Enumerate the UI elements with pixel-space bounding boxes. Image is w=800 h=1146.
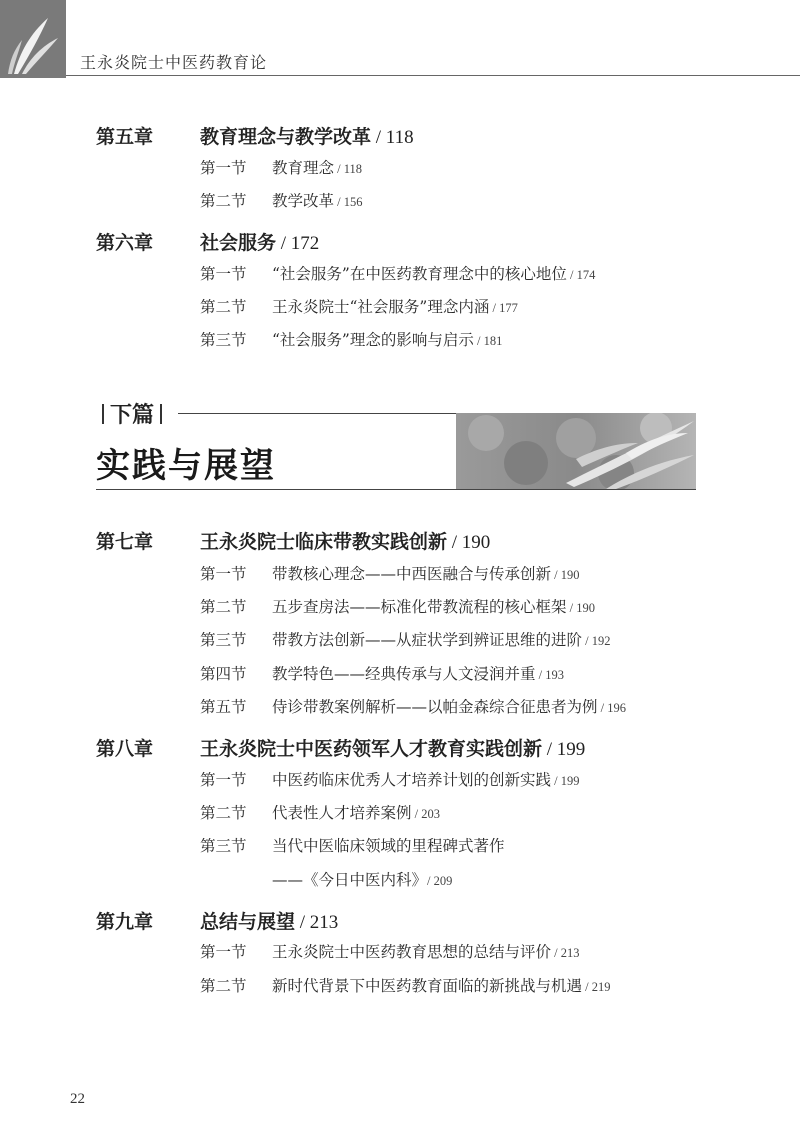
section-label: 第一节 — [200, 943, 247, 961]
chapter-page: / 118 — [371, 127, 414, 148]
section-label: 第二节 — [200, 977, 247, 995]
section-title: 带教方法创新——从症状学到辨证思维的进阶 — [272, 631, 583, 649]
section-label: 第三节 — [200, 331, 247, 349]
toc-section[interactable] — [200, 189, 363, 211]
section-title: 侍诊带教案例解析——以帕金森综合征患者为例 — [272, 698, 598, 716]
part-rule-bottom — [96, 489, 696, 490]
section-page: / 174 — [566, 268, 596, 282]
section-page: / 118 — [334, 162, 363, 176]
chapter-label: 第五章 — [96, 126, 154, 148]
section-page: / 219 — [582, 980, 611, 994]
toc-chapter-6[interactable] — [96, 228, 319, 255]
toc-section[interactable] — [200, 662, 564, 684]
section-title: “社会服务”理念的影响与启示 — [272, 331, 474, 349]
section-title: 王永炎院士中医药教育思想的总结与评价 — [272, 943, 552, 961]
section-label: 第一节 — [200, 565, 247, 583]
toc-section[interactable] — [200, 262, 595, 284]
section-label: 第三节 — [200, 631, 247, 649]
chapter-page: / 199 — [542, 739, 586, 760]
chapter-page: / 190 — [447, 532, 491, 553]
part-title: 实践与展望 — [96, 446, 276, 486]
section-label: 第五节 — [200, 698, 247, 716]
toc-section[interactable] — [200, 628, 611, 650]
chapter-title: 总结与展望 — [200, 911, 296, 933]
toc-chapter-9[interactable] — [96, 907, 338, 934]
part-bar-right — [160, 404, 162, 424]
section-title: 代表性人才培养案例 — [272, 804, 412, 822]
toc-section[interactable] — [200, 562, 580, 584]
toc-section[interactable] — [200, 295, 518, 317]
section-page: / 213 — [551, 946, 580, 960]
section-label: 第二节 — [200, 192, 247, 210]
chapter-label: 第六章 — [96, 232, 154, 254]
chapter-page: / 172 — [276, 233, 320, 254]
section-label: 第三节 — [200, 837, 247, 855]
section-page: / 199 — [551, 774, 580, 788]
section-page: / 203 — [411, 807, 440, 821]
continuation-page: / 209 — [427, 874, 453, 888]
section-label: 第一节 — [200, 265, 247, 283]
part-label — [96, 398, 168, 429]
section-page: / 181 — [473, 334, 503, 348]
toc-section[interactable] — [200, 328, 502, 350]
toc-chapter-8[interactable] — [96, 734, 585, 761]
toc-section[interactable] — [200, 834, 505, 856]
part-bar-left — [102, 404, 104, 424]
toc-chapter-7[interactable] — [96, 527, 490, 554]
section-title: 教育理念 — [272, 159, 335, 177]
section-label: 第四节 — [200, 665, 247, 683]
section-page: / 192 — [582, 634, 611, 648]
section-page: / 196 — [597, 701, 626, 715]
bamboo-leaf-icon — [0, 0, 66, 78]
chapter-label: 第七章 — [96, 531, 154, 553]
continuation-title: ——《今日中医内科》 — [272, 871, 428, 889]
chapter-title: 王永炎院士中医药领军人才教育实践创新 — [200, 738, 543, 760]
section-title: 教学特色——经典传承与人文浸润并重 — [272, 665, 536, 683]
toc-section-continuation[interactable] — [272, 868, 452, 890]
section-label: 第一节 — [200, 771, 247, 789]
toc-section[interactable] — [200, 768, 580, 790]
section-title: 王永炎院士“社会服务”理念内涵 — [272, 298, 490, 316]
section-label: 第二节 — [200, 598, 247, 616]
section-page: / 177 — [489, 301, 518, 315]
part-label-text: 下篇 — [110, 402, 155, 428]
section-page: / 193 — [535, 668, 564, 682]
section-title: 五步查房法——标准化带教流程的核心框架 — [272, 598, 567, 616]
running-title: 王永炎院士中医药教育论 — [80, 53, 268, 72]
header-rule — [66, 75, 800, 76]
toc-section[interactable] — [200, 595, 595, 617]
chapter-label: 第八章 — [96, 738, 154, 760]
bamboo-banner-image — [456, 413, 696, 489]
chapter-title: 社会服务 — [200, 232, 277, 254]
toc-section[interactable] — [200, 695, 626, 717]
section-label: 第一节 — [200, 159, 247, 177]
section-title: 带教核心理念——中西医融合与传承创新 — [272, 565, 552, 583]
page-number: 22 — [70, 1091, 85, 1107]
section-title: 当代中医临床领域的里程碑式著作 — [272, 837, 505, 855]
section-page: / 156 — [334, 195, 363, 209]
toc-section[interactable] — [200, 156, 362, 178]
chapter-page: / 213 — [295, 912, 339, 933]
chapter-title: 教育理念与教学改革 — [200, 126, 372, 148]
section-page: / 190 — [566, 601, 595, 615]
section-title: 中医药临床优秀人才培养计划的创新实践 — [272, 771, 552, 789]
section-label: 第二节 — [200, 298, 247, 316]
section-page: / 190 — [551, 568, 580, 582]
section-title: “社会服务”在中医药教育理念中的核心地位 — [272, 265, 567, 283]
toc-section[interactable] — [200, 940, 580, 962]
section-label: 第二节 — [200, 804, 247, 822]
toc-section[interactable] — [200, 801, 440, 823]
toc-chapter-5[interactable] — [96, 122, 414, 149]
chapter-label: 第九章 — [96, 911, 154, 933]
toc-section[interactable] — [200, 974, 611, 996]
chapter-title: 王永炎院士临床带教实践创新 — [200, 531, 448, 553]
section-title: 教学改革 — [272, 192, 335, 210]
section-title: 新时代背景下中医药教育面临的新挑战与机遇 — [272, 977, 583, 995]
